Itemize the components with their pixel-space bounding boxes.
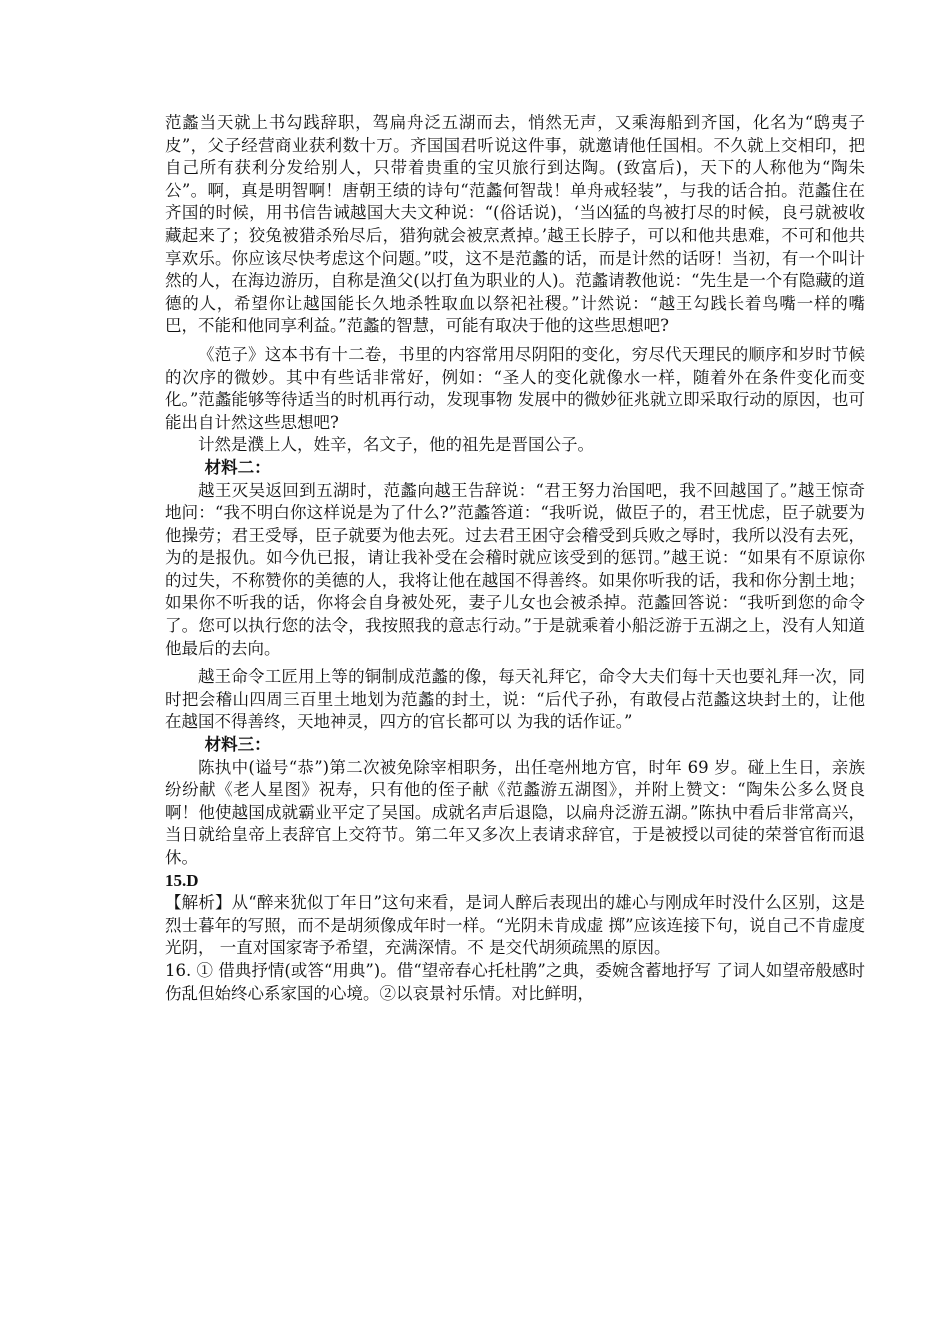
answer-16: 16. ① 借典抒情(或答“用典”)。借“望帝春心托杜鹃”之典，委婉含蓄地抒写 了词人如望帝般感时伤乱但始终心系家国的心境。②以哀景衬乐情。对比鲜明， (165, 960, 865, 1003)
heading-material-two: 材料二： (204, 457, 271, 477)
paragraph-jiran-origin: 计然是濮上人，姓辛，名文子，他的祖先是晋国公子。 (198, 435, 594, 455)
paragraph-bronze-statue: 越王命令工匠用上等的铜制成范蠡的像，每天礼拜它，命令大夫们每十天也要礼拜一次，同时把会稽山四周三百里土地划为范蠡的封土，说：“后代子孙，有敢侵占范蠡这块封土的，让他在越国不得善终，天地神灵，四方的官长都可以 为我的话作证。” (165, 667, 865, 732)
answer-15-analysis: 【解析】从“醉来犹似丁年日”这句来看，是词人醉后表现出的雄心与刚成年时没什么区别，这是烈士暮年的写照，而不是胡须像成年时一样。“光阴未肯成虚 掷”应该连接下句，说自己不肯虚度光阴， 一直对国家寄予希望，充满深情。不 是交代胡须疏黑的原因。 (165, 893, 865, 958)
paragraph-material-two-dialogue: 越王灭吴返回到五湖时，范蠡向越王告辞说：“君王努力治国吧，我不回越国了。”越王惊奇地问：“我不明白你这样说是为了什么?”范蠡答道：“我听说，做臣子的，君王忧虑，臣子就要为他操劳；君王受辱，臣子就要为他去死。过去君王困守会稽受到兵败之辱时，我所以没有去死，为的是报仇。如今仇已报，请让我补受在会稽时就应该受到的惩罚。”越王说：“如果有不原谅你的过失，不称赞你的美德的人，我将让他在越国不得善终。如果你听我的话，我和你分割土地；如果你不听我的话，你将会自身被处死，妻子儿女也会被杀掉。范蠡回答说：“我听到您的命令了。您可以执行您的法令，我按照我的意志行动。”于是就乘着小船泛游于五湖之上，没有人知道他最后的去向。 (165, 480, 865, 658)
paragraph-chen-zhizhong: 陈执中(谥号“恭”)第二次被免除宰相职务，出任亳州地方官，时年 69 岁。碰上生日，亲族纷纷献《老人星图》祝寿，只有他的侄子献《范蠡游五湖图》，并附上赞文：“陶朱公多么贤良啊！他使越国成就霸业平定了吴国。成就名声后退隐，以扁舟泛游五湖。”陈执中看后非常高兴，当日就给皇帝上表辞官上交符节。第二年又多次上表请求辞官，于是被授以司徒的荣誉官衔而退休。 (165, 757, 865, 867)
paragraph-fanzi-book: 《范子》这本书有十二卷，书里的内容常用尽阴阳的变化，穷尽代天理民的顺序和岁时节候的次序的微妙。其中有些话非常好，例如：“圣人的变化就像水一样，随着外在条件变化而变化。”范蠡能够等待适当的时机再行动，发现事物 发展中的微妙征兆就立即采取行动的原因，也可能出自计然这些思想吧? (165, 344, 865, 432)
answer-15-number: 15.D (165, 870, 199, 890)
heading-material-three: 材料三： (204, 735, 271, 755)
paragraph-fanli-departure: 范蠡当天就上书勾践辞职，驾扁舟泛五湖而去，悄然无声，又乘海船到齐国，化名为“鸱夷子皮”，父子经营商业获利数十万。齐国国君听说这件事，就邀请他任国相。不久就上交相印，把自己所有获利分发给别人，只带着贵重的宝贝旅行到达陶。(致富后)，天下的人称他为“陶朱公”。啊，真是明智啊！唐朝王绩的诗句“范蠡何智哉！单舟戒轻装”，与我的话合拍。范蠡住在齐国的时候，用书信告诫越国大夫文种说：“(俗话说)，‘当凶猛的鸟被打尽的时候，良弓就被收藏起来了；狡兔被猎杀殆尽后，猎狗就会被烹煮掉。’越王长脖子，可以和他共患难，不可和他共享欢乐。你应该尽快考虑这个问题。”哎，这不是范蠡的话，而是计然的话呀！当初，有一个叫计然的人，在海边游历，自称是渔父(以打鱼为职业的人)。范蠡请教他说：“先生是一个有隐藏的道德的人，希望你让越国能长久地杀牲取血以祭祀社稷。”计然说：“越王勾践长着鸟嘴一样的嘴巴，不能和他同享利益。”范蠡的智慧，可能有取决于他的这些思想吧? (165, 113, 865, 336)
document-page (165, 112, 865, 1005)
